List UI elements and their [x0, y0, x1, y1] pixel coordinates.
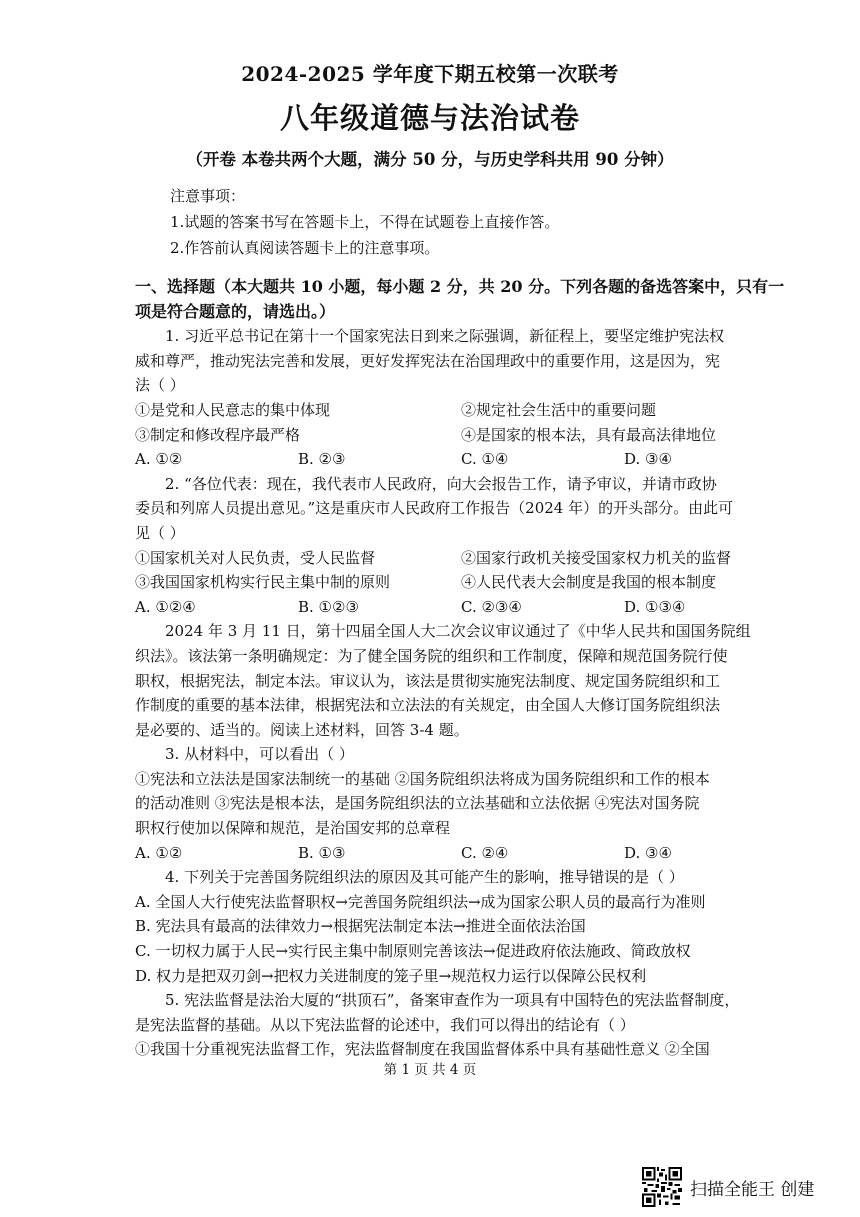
material-text: 织法》。该法第一条明确规定：为了健全国务院的组织和工作制度，保障和规范国务院行使	[135, 646, 728, 665]
q3-items: ①宪法和立法法是国家法制统一的基础 ②国务院组织法将成为国务院组织和工作的根本	[135, 769, 710, 788]
q2-items-row	[135, 570, 787, 595]
q2-option: D. ①③④	[624, 597, 686, 616]
q3-items: 的活动准则 ③宪法是根本法，是国务院组织法的立法基础和立法依据 ④宪法对国务院	[135, 794, 700, 813]
notes-title: 注意事项：	[170, 187, 246, 205]
q2-item: ④人民代表大会制度是我国的根本制度	[461, 573, 717, 592]
questions-body	[135, 275, 787, 1062]
q4-option: A. 全国人大行使宪法监督职权→完善国务院组织法→成为国家公职人员的最高行为准则	[135, 892, 706, 911]
q2-stem: 2. “各位代表：现在，我代表市人民政府，向大会报告工作，请予审议，并请市政协	[165, 474, 717, 493]
q1-item: ④是国家的根本法，具有最高法律地位	[461, 425, 717, 444]
qr-code-icon	[642, 1167, 682, 1207]
q2-stem-cont: 委员和列席人员提出意见。”这是重庆市人民政府工作报告（2024 年）的开头部分。由此可	[135, 499, 734, 518]
q3-options	[135, 841, 787, 866]
q1-options	[135, 447, 787, 472]
q1-item: ②规定社会生活中的重要问题	[461, 400, 657, 419]
q5-items: ①我国十分重视宪法监督工作，宪法监督制度在我国监督体系中具有基础性意义 ②全国	[135, 1040, 710, 1059]
q2-options	[135, 595, 787, 620]
section-heading-cont: 项是符合题意的，请选出。）	[135, 301, 336, 321]
material-text: 职权，根据宪法，制定本法。审议认为，该法是贯彻实施宪法制度、规定国务院组织和工	[135, 671, 721, 690]
q4-stem: 4. 下列关于完善国务院组织法的原因及其可能产生的影响，推导错误的是（ ）	[165, 868, 684, 887]
material-text: 作制度的重要的基本法律，根据宪法和立法法的有关规定，由全国人大修订国务院组织法	[135, 696, 721, 715]
q5-stem: 5. 宪法监督是法治大厦的“拱顶石”，备案审查作为一项具有中国特色的宪法监督制度，	[165, 991, 740, 1010]
q1-items-row	[135, 423, 787, 448]
q3-stem: 3. 从材料中，可以看出（ ）	[165, 745, 354, 764]
q3-option: D. ③④	[624, 843, 672, 862]
q1-option: D. ③④	[624, 450, 672, 469]
q2-option: B. ①②③	[298, 597, 359, 616]
q5-stem-cont: 是宪法监督的基础。从以下宪法监督的论述中，我们可以得出的结论有（ ）	[135, 1015, 635, 1034]
q1-item: ③制定和修改程序最严格	[135, 425, 301, 444]
q2-item: ②国家行政机关接受国家权力机关的监督	[461, 548, 732, 567]
q3-option: C. ②④	[461, 843, 509, 862]
q1-option: A. ①②	[135, 450, 183, 469]
q1-item: ①是党和人民意志的集中体现	[135, 400, 331, 419]
material-text: 2024 年 3 月 11 日，第十四届全国人大二次会议审议通过了《中华人民共和国国务院组	[165, 622, 751, 641]
q4-option: D. 权力是把双刃剑→把权力关进制度的笼子里→规范权力运行以保障公民权利	[135, 966, 647, 985]
q3-option: A. ①②	[135, 843, 183, 862]
exam-subtitle: （开卷 本卷共两个大题，满分 50 分，与历史学科共用 90 分钟）	[186, 150, 674, 169]
scanner-watermark	[642, 1164, 814, 1210]
q1-stem-cont: 威和尊严，推动宪法完善和发展，更好发挥宪法在治国理政中的重要作用，这是因为，宪	[135, 351, 721, 370]
q2-item: ①国家机关对人民负责，受人民监督	[135, 548, 376, 567]
q1-option: B. ②③	[298, 450, 346, 469]
q2-option: A. ①②④	[135, 597, 196, 616]
notes-item: 2.作答前认真阅读答题卡上的注意事项。	[170, 239, 440, 257]
q3-items: 职权行使加以保障和规范，是治国安邦的总章程	[135, 819, 451, 838]
q2-item: ③我国国家机构实行民主集中制的原则	[135, 573, 391, 592]
q1-option: C. ①④	[461, 450, 509, 469]
q1-stem: 1. 习近平总书记在第十一个国家宪法日到来之际强调，新征程上，要坚定维护宪法权	[165, 327, 725, 346]
q1-items-row	[135, 398, 787, 423]
q2-option: C. ②③④	[461, 597, 522, 616]
notes-item: 1.试题的答案书写在答题卡上，不得在试题卷上直接作答。	[170, 213, 560, 231]
page-number: 第 1 页 共 4 页	[383, 1062, 477, 1078]
q4-option: B. 宪法具有最高的法律效力→根据宪法制定本法→推进全面依法治国	[135, 917, 586, 936]
q2-items-row	[135, 546, 787, 571]
scanner-brand-text: 扫描全能王 创建	[690, 1179, 815, 1200]
q1-stem-end: 法（ ）	[135, 376, 185, 395]
q2-stem-end: 见（ ）	[135, 523, 185, 542]
q4-option: C. 一切权力属于人民→实行民主集中制原则完善该法→促进政府依法施政、简政放权	[135, 942, 691, 961]
notes-block	[170, 183, 810, 261]
material-text: 是必要的、适当的。阅读上述材料，回答 3-4 题。	[135, 720, 469, 739]
exam-title: 八年级道德与法治试卷	[279, 101, 580, 135]
exam-series-title: 2024-2025 学年度下期五校第一次联考	[241, 62, 619, 86]
section-heading: 一、选择题（本大题共 10 小题，每小题 2 分，共 20 分。下列各题的备选答案中，只有一	[135, 277, 785, 296]
q3-option: B. ①③	[298, 843, 346, 862]
